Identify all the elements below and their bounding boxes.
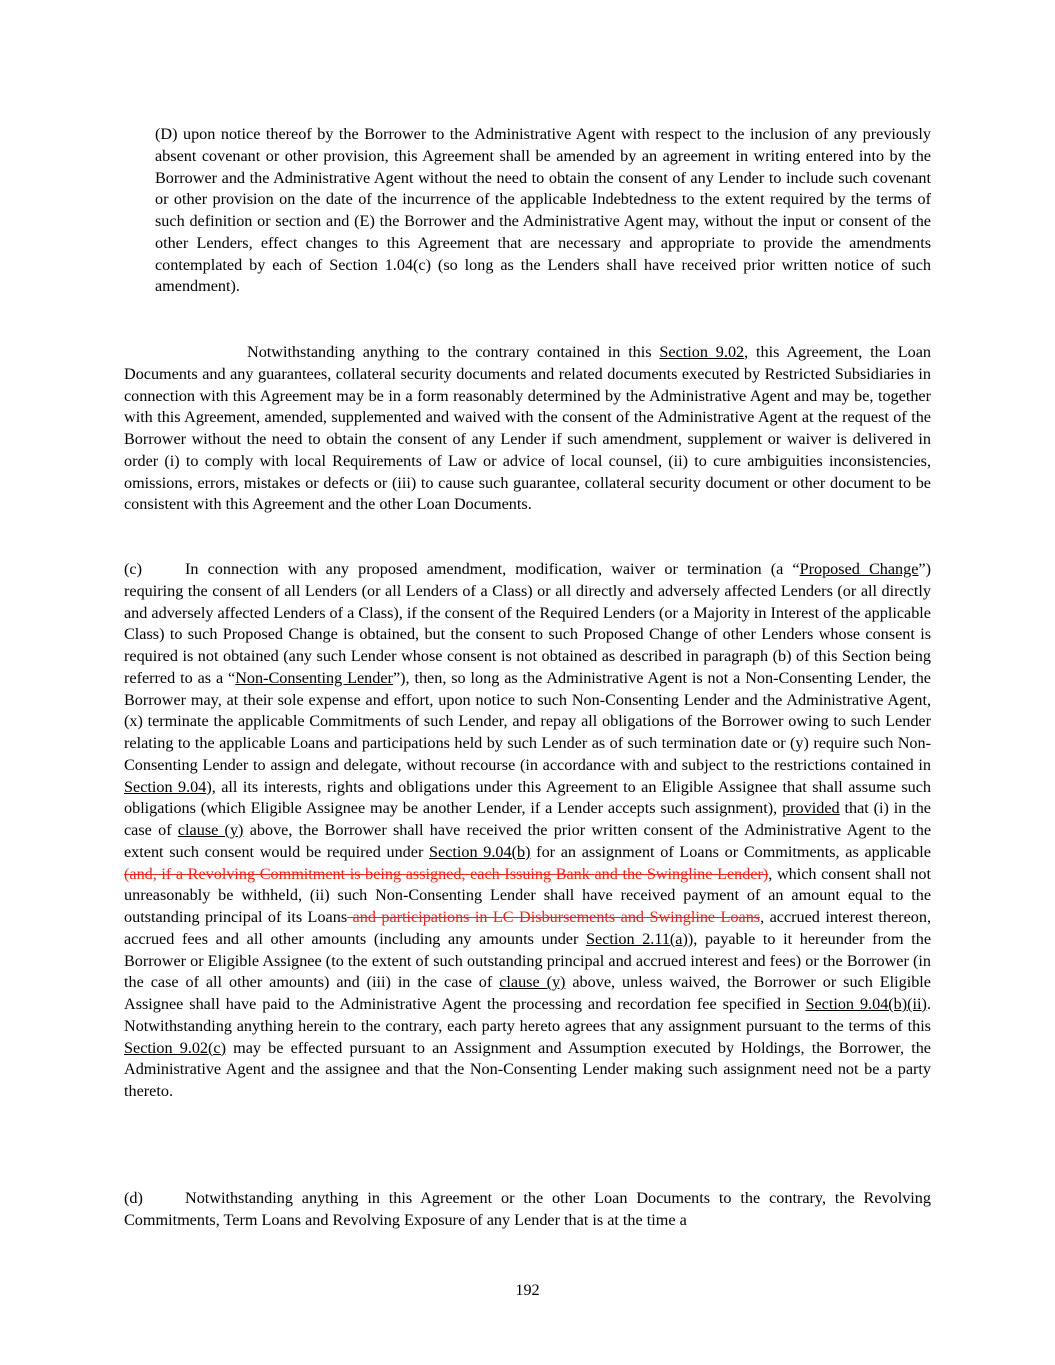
text-run: ”), then, so long as the Administrative Agent is not a Non-Consenting Lender, the Borrower may, at their sole expense and effort, upon notice to such Non-Consenting Lender and the Administrative Agent, (x) terminate the applicable Commitments of such Lender, and repay all obligations of the Borrower owing to such Lender relating to the applicable Loans and participations held by such Lender as of such termination date or (y) require such Non-Consenting Lender to assign and delegate, without recourse (in accordance with and subject to the restrictions contained in: [124, 668, 931, 774]
text-run: that (i) in the case of: [124, 799, 931, 839]
section-reference-link: Section 9.02: [659, 343, 745, 361]
paragraph-d-e-continuation: [155, 124, 931, 298]
text-run: In connection with any proposed amendment, modification, waiver or termination (a “: [185, 560, 800, 578]
text-run: , this Agreement, the Loan Documents and any guarantees, collateral security documents and related documents executed by Restricted Subsidiaries in connection with this Agreement may be in a form reasonably determined by the Administrative Agent and may be, together with this Agreement, amended, supplemented and waived with the consent of the Administrative Agent at the request of the Borrower without the need to obtain the consent of any Lender if such amendment, supplement or waiver is delivered in order (i) to comply with local Requirements of Law or advice of local counsel, (ii) to cure ambiguities inconsistencies, omissions, errors, mistakes or defects or (iii) to cause such guarantee, collateral security document or other document to be consistent with this Agreement and the other Loan Documents.: [124, 343, 931, 514]
deleted-text: and participations in LC Disbursements and Swingline Loans: [347, 908, 761, 926]
text-run: ), all its interests, rights and obligations under this Agreement to an Eligible Assignee that shall assume such obligations (which Eligible Assignee may be another Lender, if a Lender accepts such assignment),: [124, 777, 931, 818]
clause-reference: clause (y): [177, 821, 244, 839]
clause-reference: clause (y): [499, 973, 566, 992]
section-reference: Section 9.04: [124, 777, 207, 796]
text-run: ), payable to it hereunder from the Borrower or Eligible Assignee (to the extent of such outstanding principal and accrued interest and fees) or the Borrower (in the case of all other amounts) and (iii) in the case of: [124, 929, 931, 992]
clause-label: (d): [124, 1189, 143, 1207]
defined-term: Proposed Change: [799, 560, 919, 578]
page-number: 192: [515, 1281, 540, 1299]
text-run: . Notwithstanding anything herein to the contrary, each party hereto agrees that any assignment pursuant to the terms of this: [124, 995, 931, 1035]
text-run: for an assignment of Loans or Commitments, as applicable: [530, 842, 931, 861]
text-run: above, the Borrower shall have received the prior written consent of the Administrative Agent to the extent such consent would be required under: [124, 821, 932, 861]
deleted-text: (and, if a Revolving Commitment is being assigned, each Issuing Bank and the Swingline Lender): [124, 864, 769, 883]
text-run: ”) requiring the consent of all Lenders (or all Lenders of a Class) or all directly and adversely affected Lenders (or all directly and adversely affected Lenders of a Class), if the consent of the Required Lenders (or a Majority in Interest of the applicable Class) to such Proposed Change is obtained, but the consent to such Proposed Change of other Lenders whose consent is required is not obtained (any such Lender whose consent is not obtained as described in paragraph (b) of this Section being referred to as a “: [124, 560, 931, 687]
paragraph-c-non-consenting-lender: [124, 559, 931, 1103]
text-run: , accrued interest thereon, accrued fees and all other amounts (including any amounts under: [124, 908, 931, 948]
text-run: Notwithstanding anything in this Agreement or the other Loan Documents to the contrary, the Revolving Commitments, Term Loans and Revolving Exposure of any Lender that is at the time a: [124, 1189, 931, 1229]
paragraph-notwithstanding-section-902: [124, 342, 931, 516]
text-run: , which consent shall not unreasonably be withheld, (ii) such Non-Consenting Lender shall have received payment of an amount equal to the outstanding principal of its Loans: [124, 864, 931, 926]
section-reference: Section 2.11(a): [586, 929, 688, 948]
text-run: may be effected pursuant to an Assignment and Assumption executed by Holdings, the Borrower, the Administrative Agent and the assignee and that the Non-Consenting Lender making such assignment need not be a party thereto.: [124, 1038, 931, 1100]
section-reference: Section 9.04(b): [429, 842, 531, 861]
paragraph-text: (D) upon notice thereof by the Borrower to the Administrative Agent with respect to the inclusion of any previously absent covenant or other provision, this Agreement shall be amended by an agreement in writing entered into by the Borrower and the Administrative Agent without the need to obtain the consent of any Lender to include such covenant or other provision on the date of the incurrence of the applicable Indebtedness to the extent required by the terms of such definition or section and (E) the Borrower and the Administrative Agent may, without the input or consent of the other Lenders, effect changes to this Agreement that are necessary and appropriate to provide the amendments contemplated by each of Section 1.04(c) (so long as the Lenders shall have received prior written notice of such amendment).: [155, 125, 931, 296]
defined-term: provided: [782, 799, 840, 818]
defined-term: Non-Consenting Lender: [235, 668, 393, 687]
text-run: above, unless waived, the Borrower or such Eligible Assignee shall have paid to the Administrative Agent the processing and recordation fee specified in: [124, 973, 931, 1013]
section-reference: Section 9.04(b)(ii): [805, 995, 927, 1013]
clause-label: (c): [124, 560, 142, 578]
paragraph-d-notwithstanding: [124, 1188, 931, 1232]
section-reference: Section 9.02(c): [124, 1038, 226, 1057]
text-run: Notwithstanding anything to the contrary contained in this: [247, 343, 660, 361]
